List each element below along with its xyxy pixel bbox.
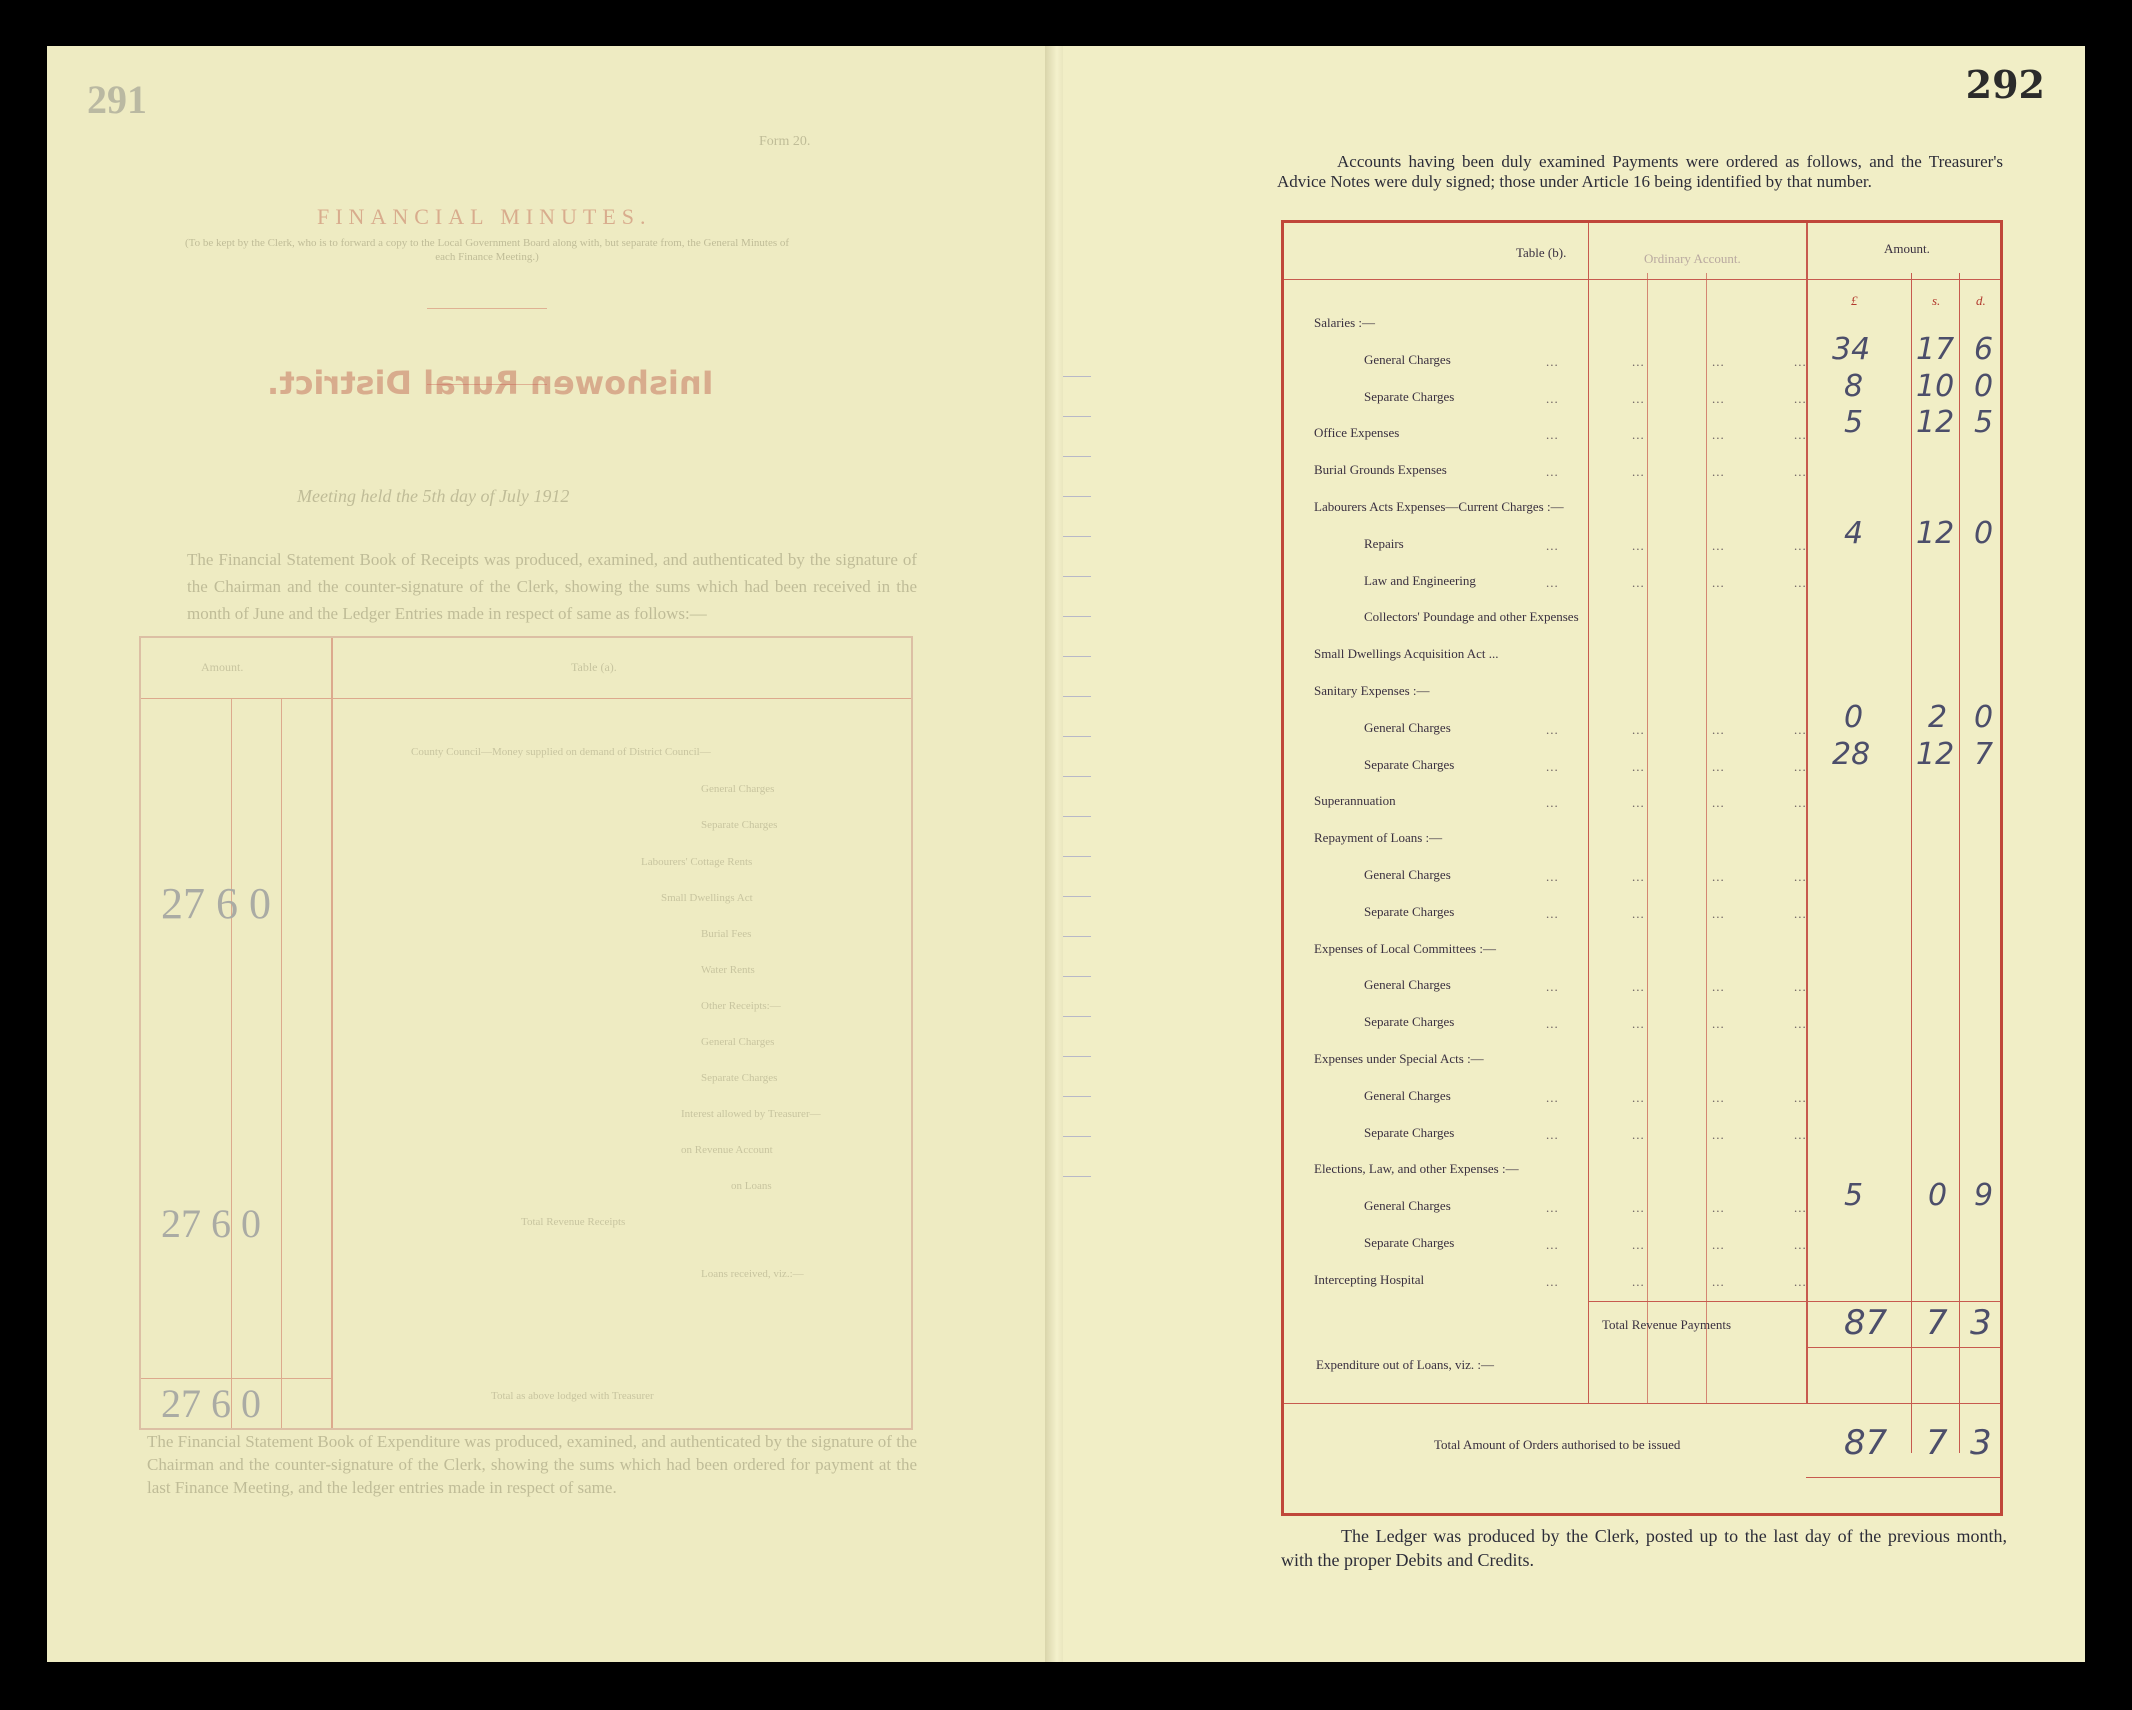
leader-dots: ...: [1712, 574, 1725, 590]
header-amount: Amount.: [1884, 241, 1930, 256]
leader-dots: ...: [1712, 795, 1725, 811]
leader-dots: ...: [1712, 390, 1725, 406]
leader-dots: ...: [1712, 427, 1725, 443]
amount-pounds: 34: [1832, 331, 1871, 367]
leader-dots: ...: [1632, 1126, 1645, 1142]
leader-dots: ...: [1712, 905, 1725, 921]
leader-dots: ...: [1632, 758, 1645, 774]
leader-dots: ...: [1794, 721, 1807, 737]
payment-row-label: Repayment of Loans :—: [1314, 830, 1443, 846]
payment-row-label: General Charges: [1364, 351, 1451, 367]
receipts-row: on Revenue Account: [681, 1144, 773, 1156]
leader-dots: ...: [1794, 427, 1807, 443]
receipts-amount: 27 6 0: [161, 879, 271, 928]
total-revenue-shillings: 7: [1926, 1303, 1948, 1343]
receipts-row: Separate Charges: [701, 1072, 778, 1084]
total-revenue-label: Total Revenue Payments: [1602, 1317, 1732, 1332]
leader-dots: ...: [1546, 1016, 1559, 1032]
leader-dots: ...: [1794, 795, 1807, 811]
total-revenue-pounds: 87: [1844, 1303, 1888, 1343]
payment-row-label: Separate Charges: [1364, 903, 1455, 919]
left-page-number: 291: [87, 77, 147, 122]
amount-pence: 0: [1974, 699, 1994, 735]
payment-row-label: General Charges: [1364, 719, 1451, 735]
form-label: Form 20.: [759, 134, 811, 149]
leader-dots: ...: [1712, 758, 1725, 774]
financial-minutes-heading: FINANCIAL MINUTES.: [317, 204, 652, 229]
total-orders-label: Total Amount of Orders authorised to be issued: [1434, 1437, 1681, 1452]
leader-dots: ...: [1546, 390, 1559, 406]
leader-dots: ...: [1794, 1273, 1807, 1289]
subheading: (To be kept by the Clerk, who is to forward a copy to the Local Government Board along with, but separate from, the General Minutes of each Finance Meeting.): [184, 237, 790, 263]
leader-dots: ...: [1712, 1089, 1725, 1105]
leader-dots: ...: [1712, 353, 1725, 369]
receipts-row: Separate Charges: [701, 819, 778, 831]
leader-dots: ...: [1546, 869, 1559, 884]
leader-dots: ...: [1546, 1126, 1559, 1142]
meeting-line: Meeting held the 5th day of July 1912: [297, 486, 570, 506]
leader-dots: ...: [1794, 1016, 1807, 1032]
intro-paragraph: Accounts having been duly examined Payments were ordered as follows, and the Treasurer's Advice Notes were duly signed; those under Article 16 being identified by that number.: [1277, 152, 2003, 191]
leader-dots: ...: [1546, 721, 1559, 737]
amount-pence: 0: [1974, 515, 1994, 551]
total-revenue-pence: 3: [1970, 1303, 1992, 1343]
right-page-number: 292: [1965, 62, 2045, 107]
payment-row-label: Separate Charges: [1364, 1235, 1455, 1250]
amount-shillings: 17: [1916, 331, 1955, 367]
receipts-row: Total as above lodged with Treasurer: [491, 1390, 654, 1402]
amount-pounds: 5: [1844, 1178, 1864, 1214]
leader-dots: ...: [1712, 1016, 1725, 1032]
receipts-table: [139, 636, 913, 1430]
leader-dots: ...: [1546, 464, 1559, 480]
header-ordinary-account: Ordinary Account.: [1644, 251, 1741, 266]
payment-row-label: Repairs: [1364, 535, 1404, 551]
receipts-row: Burial Fees: [701, 928, 752, 940]
payment-row-label: Superannuation: [1314, 793, 1396, 809]
receipts-row: Water Rents: [701, 964, 755, 976]
col-pounds: £: [1851, 293, 1858, 308]
leader-dots: ...: [1632, 464, 1645, 480]
receipts-header-amount: Amount.: [201, 660, 244, 674]
amount-pence: 5: [1974, 405, 1994, 441]
leader-dots: ...: [1632, 795, 1645, 811]
receipts-row: Labourers' Cottage Rents: [641, 856, 753, 868]
payment-row-label: Separate Charges: [1364, 1124, 1455, 1140]
receipts-row: County Council—Money supplied on demand of District Council—: [411, 746, 711, 758]
right-page: [1063, 46, 2085, 1662]
amount-shillings: 2: [1928, 699, 1948, 735]
leader-dots: ...: [1632, 390, 1645, 406]
leader-dots: ...: [1546, 427, 1559, 443]
receipts-row: General Charges: [701, 783, 775, 795]
leader-dots: ...: [1632, 905, 1645, 921]
payment-row-label: Intercepting Hospital: [1314, 1271, 1425, 1287]
leader-dots: ...: [1546, 1200, 1559, 1216]
leader-dots: ...: [1546, 758, 1559, 774]
leader-dots: ...: [1632, 1200, 1645, 1216]
loans-label: Expenditure out of Loans, viz. :—: [1316, 1357, 1494, 1372]
amount-pence: 9: [1974, 1178, 1994, 1214]
amount-pence: 7: [1974, 736, 1994, 772]
leader-dots: ...: [1546, 353, 1559, 369]
leader-dots: ...: [1712, 537, 1725, 553]
expenditure-paragraph: The Financial Statement Book of Expenditure was produced, examined, and authenticated by the signature of the Chairman and the counter-signature of the Clerk, showing the sums which had been ordered for payment at the last Finance Meeting, and the ledger entries made in respect of same.: [147, 1432, 917, 1497]
leader-dots: ...: [1794, 390, 1807, 406]
leader-dots: ...: [1794, 537, 1807, 553]
leader-dots: ...: [1794, 464, 1807, 480]
amount-shillings: 12: [1916, 405, 1955, 441]
amount-shillings: 12: [1916, 736, 1955, 772]
payment-row-label: General Charges: [1364, 1198, 1451, 1214]
amount-pounds: 28: [1832, 736, 1871, 772]
payment-row-label: Separate Charges: [1364, 388, 1455, 404]
leader-dots: ...: [1632, 574, 1645, 590]
leader-dots: ...: [1794, 869, 1807, 884]
leader-dots: ...: [1794, 758, 1807, 774]
payment-row-label: Expenses under Special Acts :—: [1314, 1051, 1484, 1066]
receipts-row: Loans received, viz.:—: [701, 1268, 804, 1280]
leader-dots: ...: [1632, 869, 1645, 884]
district-title: Inishowen Rural District.: [267, 364, 714, 402]
leader-dots: ...: [1712, 464, 1725, 480]
receipts-row: General Charges: [701, 1036, 775, 1048]
leader-dots: ...: [1794, 1089, 1807, 1105]
leader-dots: ...: [1546, 979, 1559, 995]
leader-dots: ...: [1712, 979, 1725, 995]
payment-row-label: Small Dwellings Acquisition Act ...: [1314, 646, 1499, 662]
leader-dots: ...: [1712, 1126, 1725, 1142]
payment-row-label: Elections, Law, and other Expenses :—: [1314, 1161, 1519, 1177]
payment-row-label: Salaries :—: [1314, 315, 1376, 330]
payments-table: [1281, 220, 2003, 1516]
receipts-paragraph: The Financial Statement Book of Receipts was produced, examined, and authenticated by the signature of the Chairman and the counter-signature of the Clerk, showing the sums which had been received in the month of June and the Ledger Entries made in respect of same as follows:—: [187, 550, 917, 623]
receipts-row: Other Receipts:—: [701, 1000, 781, 1012]
leader-dots: ...: [1546, 905, 1559, 921]
amount-pounds: 5: [1844, 405, 1864, 441]
col-pence: d.: [1976, 293, 1986, 308]
leader-dots: ...: [1794, 1200, 1807, 1216]
header-table-b: Table (b).: [1516, 245, 1567, 260]
amount-shillings: 0: [1928, 1178, 1948, 1214]
receipts-row: on Loans: [731, 1180, 772, 1192]
payment-row-label: Separate Charges: [1364, 756, 1455, 772]
leader-dots: ...: [1632, 537, 1645, 553]
leader-dots: ...: [1632, 721, 1645, 737]
leader-dots: ...: [1794, 574, 1807, 590]
payment-row-label: Expenses of Local Committees :—: [1314, 940, 1496, 956]
leader-dots: ...: [1632, 427, 1645, 443]
leader-dots: ...: [1712, 1200, 1725, 1216]
leader-dots: ...: [1546, 1089, 1559, 1105]
left-page: [47, 46, 1057, 1662]
leader-dots: ...: [1794, 353, 1807, 369]
payment-row-label: Sanitary Expenses :—: [1314, 683, 1430, 698]
payment-row-label: Labourers Acts Expenses—Current Charges :—: [1314, 499, 1564, 514]
leader-dots: ...: [1546, 1237, 1559, 1252]
col-shillings: s.: [1932, 293, 1941, 308]
payment-row-label: General Charges: [1364, 977, 1451, 993]
payment-row-label: Separate Charges: [1364, 1014, 1455, 1030]
total-orders-shillings: 7: [1926, 1423, 1948, 1463]
amount-pounds: 4: [1844, 515, 1864, 551]
total-orders-pence: 3: [1970, 1423, 1992, 1463]
leader-dots: ...: [1632, 1016, 1645, 1032]
leader-dots: ...: [1546, 1273, 1559, 1289]
payment-row-label: Collectors' Poundage and other Expenses: [1364, 609, 1579, 625]
receipts-amount: 27 6 0: [161, 1381, 261, 1426]
payment-row-label: General Charges: [1364, 867, 1451, 882]
leader-dots: ...: [1794, 905, 1807, 921]
leader-dots: ...: [1712, 1273, 1725, 1289]
amount-pence: 0: [1974, 368, 1994, 404]
receipts-amount: 27 6 0: [161, 1201, 261, 1246]
payment-row-label: Office Expenses: [1314, 425, 1400, 441]
leader-dots: ...: [1794, 1126, 1807, 1142]
leader-dots: ...: [1632, 1237, 1645, 1252]
receipts-row: Total Revenue Receipts: [521, 1216, 626, 1228]
leader-dots: ...: [1632, 1089, 1645, 1105]
amount-pence: 6: [1974, 331, 1994, 367]
payment-row-label: Law and Engineering: [1364, 572, 1476, 588]
leader-dots: ...: [1632, 1273, 1645, 1289]
amount-pounds: 8: [1844, 368, 1864, 404]
payment-row-label: Burial Grounds Expenses: [1314, 462, 1447, 478]
leader-dots: ...: [1546, 795, 1559, 811]
receipts-row: Interest allowed by Treasurer—: [681, 1108, 821, 1120]
total-orders-pounds: 87: [1844, 1423, 1888, 1463]
leader-dots: ...: [1712, 721, 1725, 737]
leader-dots: ...: [1712, 1237, 1725, 1252]
leader-dots: ...: [1632, 979, 1645, 995]
leader-dots: ...: [1546, 537, 1559, 553]
leader-dots: ...: [1546, 574, 1559, 590]
receipts-row: Small Dwellings Act: [661, 892, 753, 904]
leader-dots: ...: [1632, 353, 1645, 369]
amount-shillings: 10: [1916, 368, 1955, 404]
amount-pounds: 0: [1844, 699, 1864, 735]
receipts-header-table: Table (a).: [571, 660, 617, 674]
leader-dots: ...: [1712, 869, 1725, 884]
amount-shillings: 12: [1916, 515, 1955, 551]
leader-dots: ...: [1794, 979, 1807, 995]
payment-row-label: General Charges: [1364, 1087, 1451, 1103]
ledger-paragraph: The Ledger was produced by the Clerk, posted up to the last day of the previous month, with the proper Debits and Credits.: [1281, 1526, 2007, 1570]
leader-dots: ...: [1794, 1237, 1807, 1252]
